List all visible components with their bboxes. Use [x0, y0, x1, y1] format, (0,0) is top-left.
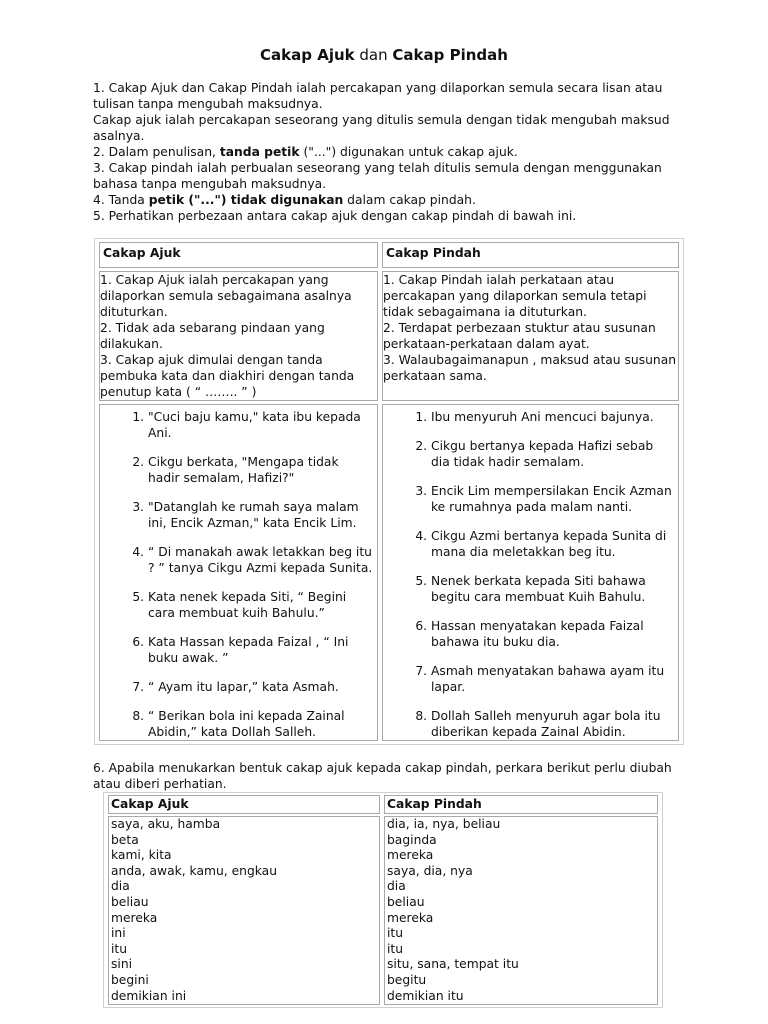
word-header-cakap-pindah: Cakap Pindah	[384, 795, 658, 814]
word-pindah: mereka	[387, 910, 434, 925]
word-ajuk: begini	[111, 972, 149, 987]
examples-cakap-pindah	[382, 404, 679, 741]
word-list-cakap-ajuk	[108, 816, 380, 1005]
examples-pindah-list	[383, 409, 678, 740]
intro-point-2: 2. Dalam penulisan, tanda petik ("...") digunakan untuk cakap ajuk.	[93, 145, 518, 159]
definition-ajuk-1: 1. Cakap Ajuk ialah percakapan yang dilaporkan semula sebagaimana asalnya dituturkan.	[100, 273, 352, 319]
word-ajuk: mereka	[111, 910, 158, 925]
word-table-body-row	[108, 816, 658, 1005]
word-pindah: situ, sana, tempat itu	[387, 957, 519, 972]
example-pindah-item: 8. Dollah Salleh menyuruh agar bola itu diberikan kepada Zainal Abidin.	[431, 708, 678, 740]
definition-row	[99, 271, 679, 401]
word-pindah: itu	[387, 926, 404, 941]
definition-ajuk-3: 3. Cakap ajuk dimulai dengan tanda pembuka kata dan diakhiri dengan tanda penutup kata ( “ …….. ” )	[100, 353, 355, 399]
examples-cakap-ajuk	[99, 404, 378, 741]
word-ajuk: demikian ini	[111, 988, 187, 1003]
example-ajuk-item: 4. “ Di manakah awak letakkan beg itu ? ” tanya Cikgu Azmi kepada Sunita.	[148, 544, 377, 576]
word-pindah: dia	[387, 879, 406, 894]
note-point-6-text: 6. Apabila menukarkan bentuk cakap ajuk kepada cakap pindah, perkara berikut perlu diubah atau diberi perhatian.	[93, 761, 672, 791]
examples-ajuk-list	[100, 409, 377, 740]
example-ajuk-item: 2. Cikgu berkata, "Mengapa tidak hadir semalam, Hafizi?"	[148, 454, 377, 486]
tanda-petik-emphasis: tanda petik	[219, 145, 300, 159]
example-ajuk-item: 6. Kata Hassan kepada Faizal , “ Ini buku awak. ”	[148, 634, 377, 666]
example-ajuk-item: 8. “ Berikan bola ini kepada Zainal Abidin,” kata Dollah Salleh.	[148, 708, 377, 740]
word-ajuk: beta	[111, 832, 139, 847]
word-pindah: demikian itu	[387, 988, 464, 1003]
word-pindah: itu	[387, 941, 404, 956]
word-ajuk: dia	[111, 879, 130, 894]
word-ajuk: beliau	[111, 894, 149, 909]
petik-tidak-digunakan-emphasis: petik ("...") tidak digunakan	[148, 193, 344, 207]
word-list-cakap-pindah	[384, 816, 658, 1005]
word-header-cakap-ajuk: Cakap Ajuk	[108, 795, 380, 814]
comparison-table	[94, 238, 684, 745]
note-point-6	[93, 760, 673, 792]
header-cakap-ajuk: Cakap Ajuk	[99, 242, 378, 268]
example-pindah-item: 4. Cikgu Azmi bertanya kepada Sunita di mana dia meletakkan beg itu.	[431, 528, 678, 560]
example-pindah-item: 5. Nenek berkata kepada Siti bahawa begitu cara membuat Kuih Bahulu.	[431, 573, 678, 605]
title-cakap-ajuk: Cakap Ajuk	[260, 46, 355, 64]
example-pindah-item: 6. Hassan menyatakan kepada Faizal bahawa itu buku dia.	[431, 618, 678, 650]
word-pindah: dia, ia, nya, beliau	[387, 817, 501, 831]
word-ajuk: ini	[111, 926, 126, 941]
title-joiner: dan	[354, 46, 393, 64]
word-ajuk: saya, aku, hamba	[111, 817, 221, 831]
word-pindah: mereka	[387, 848, 434, 863]
intro-point-1: 1. Cakap Ajuk dan Cakap Pindah ialah percakapan yang dilaporkan semula secara lisan atau tulisan tanpa mengubah maksudnya.	[93, 81, 663, 111]
intro-point-5: 5. Perhatikan perbezaan antara cakap ajuk dengan cakap pindah di bawah ini.	[93, 209, 577, 223]
word-pindah: begitu	[387, 972, 427, 987]
word-ajuk: itu	[111, 941, 128, 956]
intro-point-4: 4. Tanda petik ("...") tidak digunakan dalam cakap pindah.	[93, 193, 476, 207]
example-ajuk-item: 5. Kata nenek kepada Siti, “ Begini cara membuat kuih Bahulu.”	[148, 589, 377, 621]
definition-ajuk-2: 2. Tidak ada sebarang pindaan yang dilakukan.	[100, 321, 325, 351]
intro-cakap-ajuk-definition: Cakap ajuk ialah percakapan seseorang yang ditulis semula dengan tidak mengubah maksud asalnya.	[93, 113, 670, 143]
word-change-table	[103, 792, 663, 1008]
intro-point-3: 3. Cakap pindah ialah perbualan seseorang yang telah ditulis semula dengan menggunakan bahasa tanpa mengubah maksudnya.	[93, 161, 662, 191]
intro-notes	[93, 80, 673, 224]
word-ajuk: sini	[111, 957, 133, 972]
example-pindah-item: 2. Cikgu bertanya kepada Hafizi sebab dia tidak hadir semalam.	[431, 438, 678, 470]
word-pindah: beliau	[387, 894, 425, 909]
examples-row	[99, 404, 679, 741]
word-table-header-row	[108, 795, 658, 814]
example-ajuk-item: 3. "Datanglah ke rumah saya malam ini, Encik Azman," kata Encik Lim.	[148, 499, 377, 531]
page-title	[0, 45, 768, 65]
example-pindah-item: 3. Encik Lim mempersilakan Encik Azman ke rumahnya pada malam nanti.	[431, 483, 678, 515]
definition-pindah-1: 1. Cakap Pindah ialah perkataan atau percakapan yang dilaporkan semula tetapi tidak sebagaimana ia dituturkan.	[383, 273, 647, 319]
comparison-header-row	[99, 242, 679, 268]
definition-cakap-pindah	[382, 271, 679, 401]
header-cakap-pindah: Cakap Pindah	[382, 242, 679, 268]
definition-pindah-3: 3. Walaubagaimanapun , maksud atau susunan perkataan sama.	[383, 353, 677, 383]
example-pindah-item: 7. Asmah menyatakan bahawa ayam itu lapar.	[431, 663, 678, 695]
word-ajuk: anda, awak, kamu, engkau	[111, 863, 277, 878]
word-pindah: saya, dia, nya	[387, 863, 473, 878]
example-pindah-item: 1. Ibu menyuruh Ani mencuci bajunya.	[431, 409, 678, 425]
example-ajuk-item: 7. “ Ayam itu lapar,” kata Asmah.	[148, 679, 377, 695]
title-cakap-pindah: Cakap Pindah	[392, 46, 508, 64]
word-ajuk: kami, kita	[111, 848, 172, 863]
example-ajuk-item: 1. "Cuci baju kamu," kata ibu kepada Ani.	[148, 409, 377, 441]
word-pindah: baginda	[387, 832, 437, 847]
definition-cakap-ajuk	[99, 271, 378, 401]
definition-pindah-2: 2. Terdapat perbezaan stuktur atau susunan perkataan-perkataan dalam ayat.	[383, 321, 656, 351]
